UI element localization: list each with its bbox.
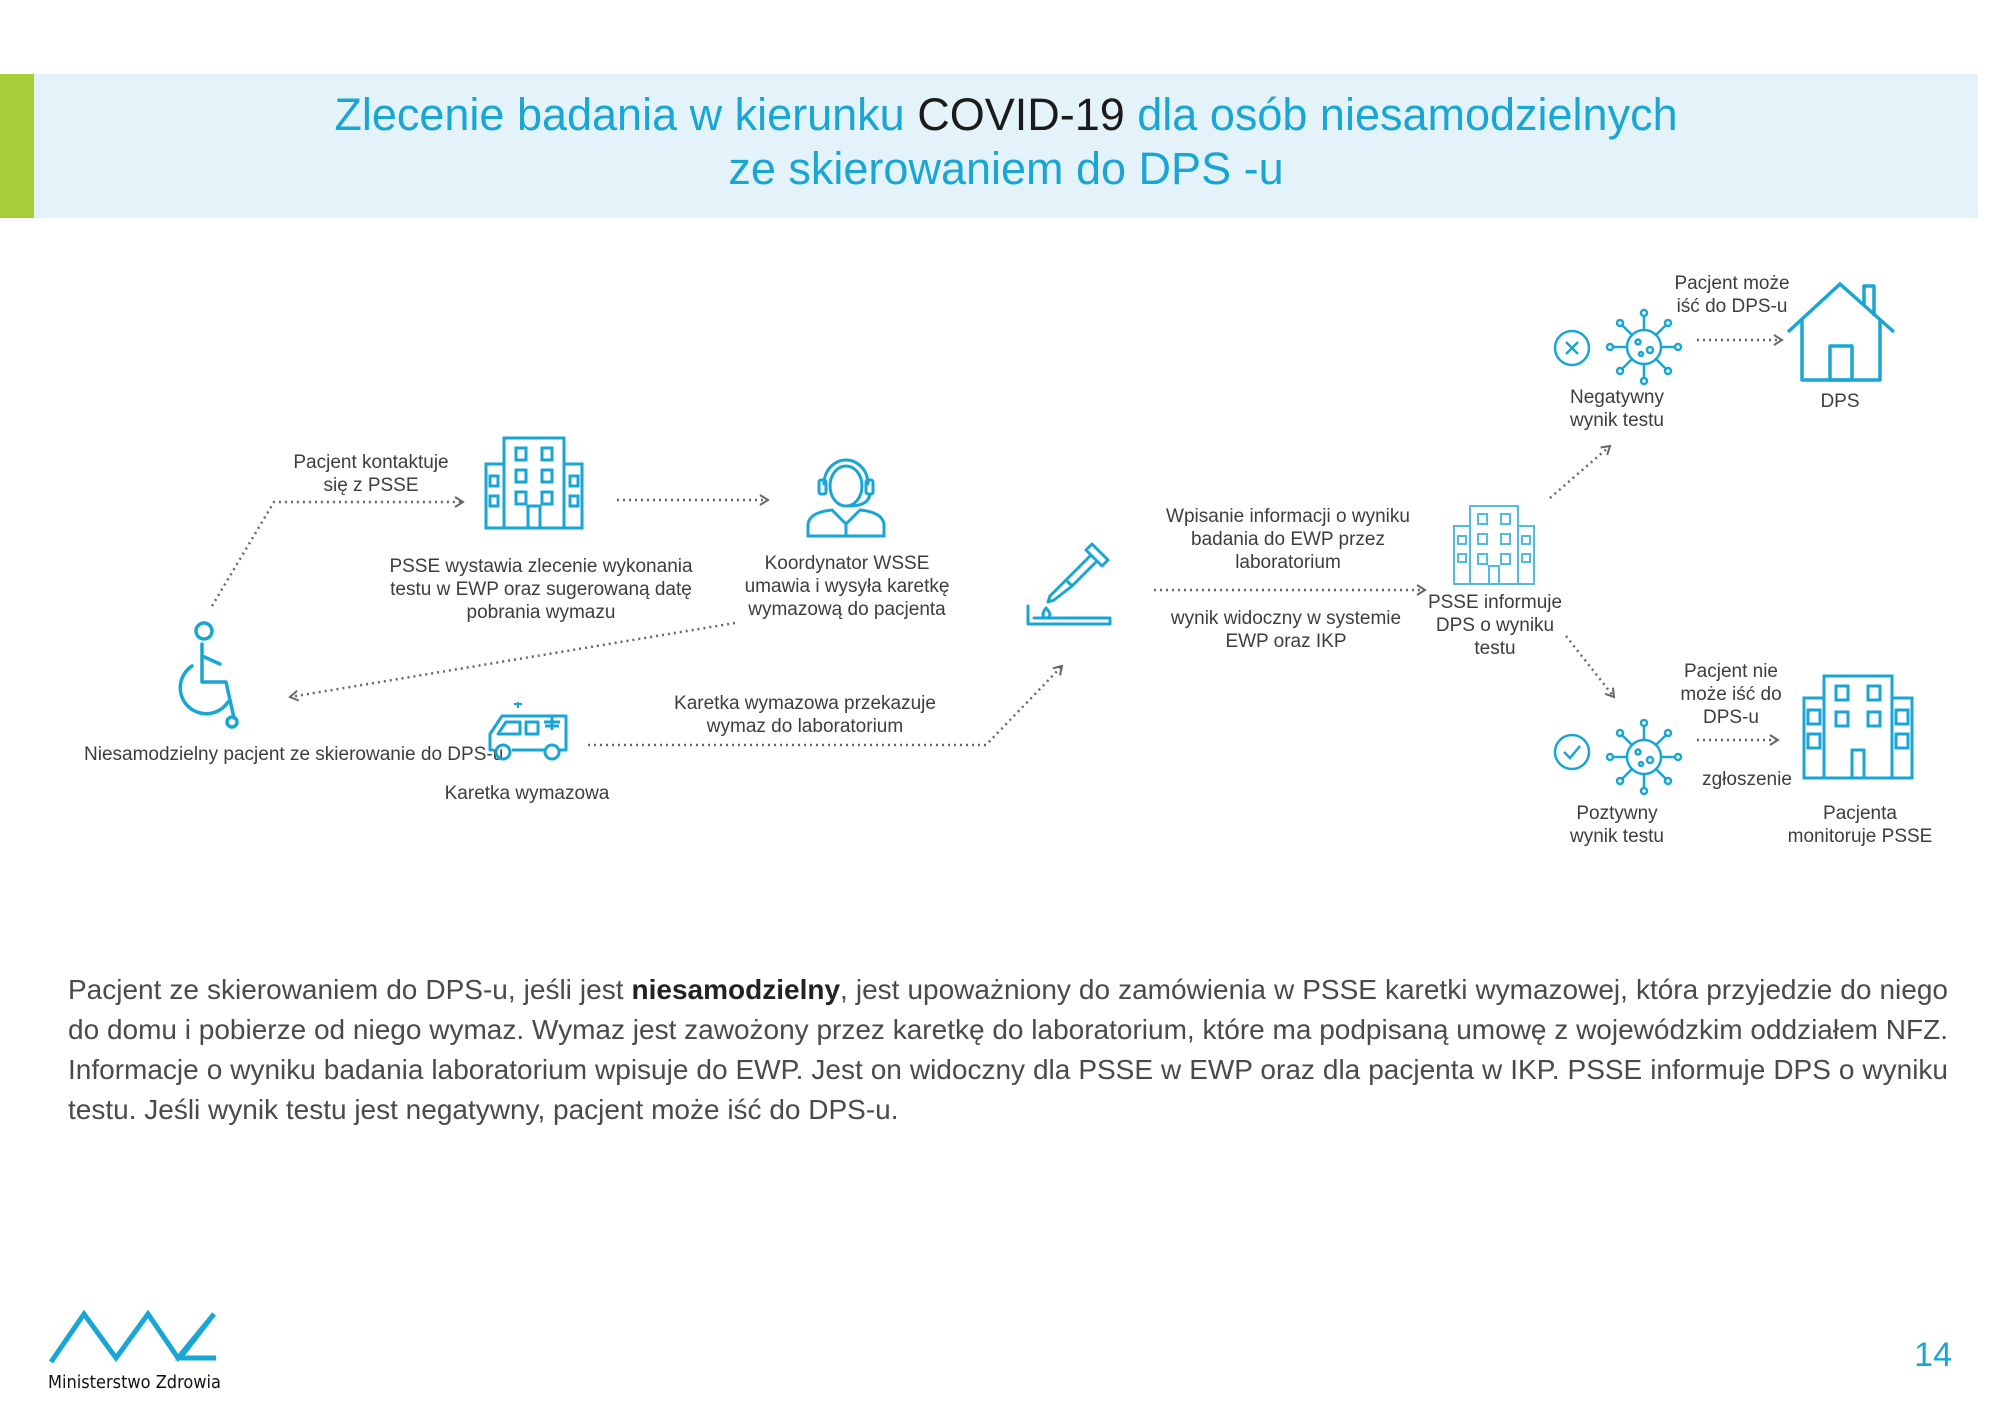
lab-pipette-icon (1026, 538, 1116, 630)
psse-inform-building-icon (1452, 502, 1536, 586)
patient-label: Niesamodzielny pacjent ze skierowanie do DPS-u (84, 744, 504, 765)
line-psse-to-negative (1550, 446, 1610, 498)
contact-label: Pacjent kontaktuje się z PSSE (293, 452, 449, 496)
can-go-label: Pacjent może iść do DPS-u (1674, 273, 1790, 317)
result-visible-label: wynik widoczny w systemie EWP oraz IKP (1170, 608, 1402, 652)
description-paragraph (68, 970, 1948, 1130)
description-text-start: Pacjent ze skierowaniem do DPS-u, jeśli jest (68, 974, 632, 1005)
ambulance-transfer-label: Karetka wymazowa przekazuje wymaz do laboratorium (674, 693, 936, 737)
negative-label: Negatywny wynik testu (1570, 387, 1664, 431)
page-number: 14 (1914, 1336, 1952, 1374)
psse-inform-label: PSSE informuje DPS o wyniku testu (1427, 592, 1563, 659)
ministry-logo-text: Ministerstwo Zdrowia (48, 1372, 221, 1393)
title-part2: dla osób niesamodzielnych (1124, 89, 1678, 140)
ambulance-icon (488, 700, 570, 766)
monitor-label: Pacjenta monitoruje PSSE (1787, 803, 1933, 847)
line-psse-to-positive (1566, 636, 1614, 697)
dps-label: DPS (1820, 391, 1860, 412)
psse-label: PSSE wystawia zlecenie wykonania testu w EWP oraz sugerowaną datę pobrania wymazu (389, 556, 693, 623)
positive-virus-icon (1605, 718, 1683, 796)
ministry-logo-icon (48, 1306, 226, 1366)
coordinator-headset-icon (804, 448, 888, 538)
line-coordinator-to-patient (290, 623, 735, 697)
dps-house-icon (1786, 280, 1898, 384)
title-highlight: COVID-19 (917, 89, 1125, 140)
report-label: zgłoszenie (1702, 769, 1792, 790)
positive-check-circle-icon (1552, 732, 1592, 772)
psse-building-icon (484, 434, 584, 530)
monitor-building-icon (1802, 672, 1914, 780)
description-text-end: , jest upoważniony do zamówienia w PSSE karetki wymazowej, która przyjedzie do niego do domu i pobierze od niego wymaz. Wymaz jest zawożony przez karetkę do laboratorium, które ma podpisaną umowę z wojewódzkim oddziałem NFZ. Informacje o wyniku badania laboratorium wpisuje do EWP. Jest on widoczny dla PSSE w EWP oraz dla pacjenta w IKP. PSSE informuje DPS o wyniku testu. Jeśli wynik testu jest negatywny, pacjent może iść do DPS-u. (68, 974, 1948, 1125)
coordinator-label: Koordynator WSSE umawia i wysyła karetkę wymazową do pacjenta (744, 553, 950, 620)
description-bold: niesamodzielny (631, 974, 841, 1005)
negative-x-circle-icon (1552, 328, 1592, 368)
positive-label: Poztywny wynik testu (1570, 803, 1664, 847)
lab-entry-label: Wpisanie informacji o wyniku badania do EWP przez laboratorium (1166, 506, 1410, 573)
ambulance-label: Karetka wymazowa (444, 783, 610, 804)
negative-virus-icon (1605, 308, 1683, 386)
cannot-go-label: Pacjent nie może iść do DPS-u (1680, 661, 1782, 728)
title-part1: Zlecenie badania w kierunku (334, 89, 918, 140)
wheelchair-patient-icon (168, 620, 248, 732)
title-line2: ze skierowaniem do DPS -u (728, 143, 1284, 194)
